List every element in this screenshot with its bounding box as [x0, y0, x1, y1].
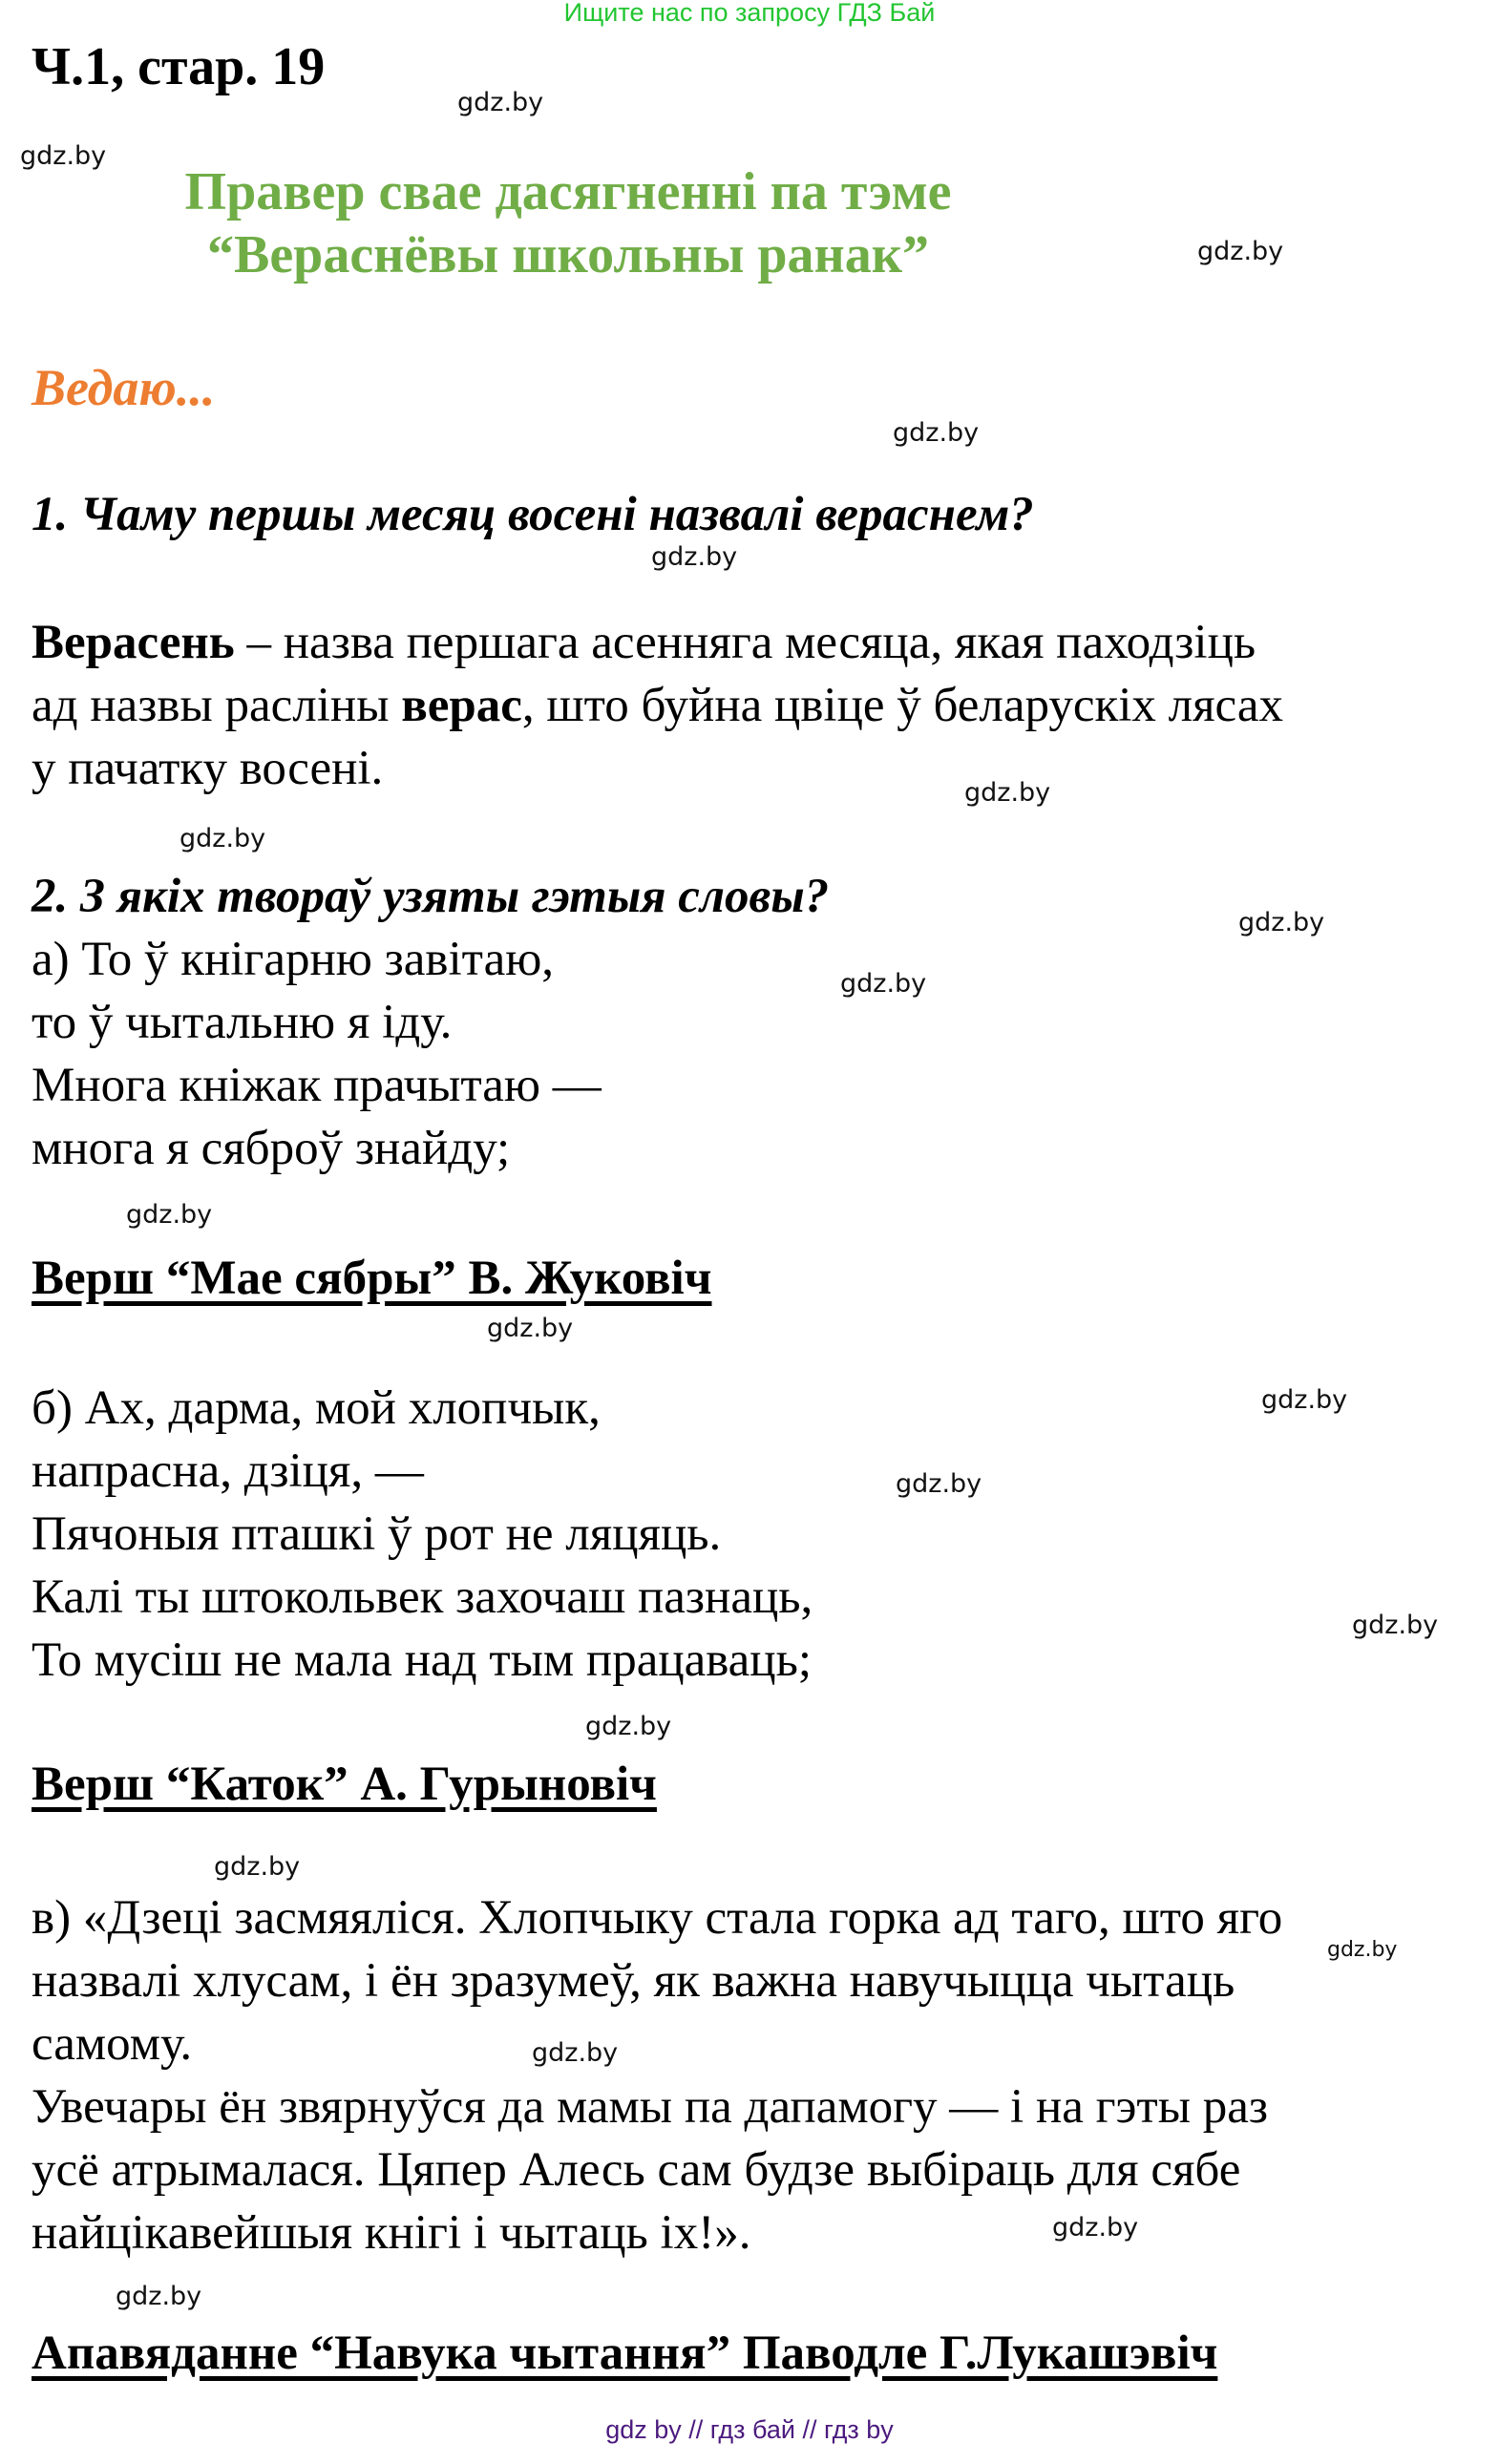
term-veras: верас — [401, 679, 522, 732]
watermark: gdz.by — [651, 542, 738, 572]
quote-c-line: в) «Дзеці засмяяліся. Хлопчыку стала горка ад таго, што яго — [32, 1891, 1283, 1945]
question-1: 1. Чаму першы месяц восені назвалі вераснем? — [32, 488, 1034, 541]
quote-a-line: а) То ў кнігарню завітаю, — [32, 933, 555, 986]
term-verasen: Верасень — [32, 616, 235, 669]
watermark: gdz.by — [896, 1469, 982, 1499]
source-a: Верш “Мае сябры” В. Жуковіч — [32, 1252, 712, 1305]
quote-b-line: напрасна, дзіця, — — [32, 1444, 424, 1498]
quote-c-line: назвалі хлусам, і ён зразумеў, як важна навучыцца чытаць — [32, 1954, 1235, 2008]
section-heading: Ведаю... — [32, 359, 216, 416]
search-banner: Ищите нас по запросу ГДЗ Бай — [563, 0, 936, 27]
quote-b-line: Калі ты штокольвек захочаш пазнаць, — [32, 1570, 813, 1624]
answer-1-line-2 — [32, 674, 1283, 737]
source-c: Апавяданне “Навука чытання” Паводле Г.Лукашэвіч — [32, 2327, 1218, 2380]
watermark: gdz.by — [20, 141, 107, 171]
answer-1-line-1 — [32, 611, 1256, 674]
answer-1-line-3: у пачатку восені. — [32, 742, 384, 795]
watermark: gdz.by — [179, 824, 266, 853]
quote-c-line: самому. — [32, 2017, 193, 2071]
source-b: Верш “Каток” А. Гурыновіч — [32, 1758, 657, 1811]
title-line-1: Правер свае дасягненні па тэме — [184, 162, 952, 221]
watermark: gdz.by — [1052, 2213, 1139, 2243]
answer-1-text: – назва першага асенняга месяца, якая паходзіць — [234, 616, 1256, 669]
watermark: gdz.by — [126, 1200, 213, 1230]
quote-a-line: Многа кніжак прачытаю — — [32, 1059, 602, 1112]
watermark: gdz.by — [840, 969, 927, 999]
question-2: 2. З якіх твораў узяты гэтыя словы? — [32, 870, 830, 923]
watermark: gdz.by — [893, 418, 980, 448]
watermark: gdz.by — [964, 778, 1051, 808]
watermark: gdz.by — [487, 1314, 574, 1343]
page-reference: Ч.1, стар. 19 — [32, 37, 326, 96]
answer-1-text: ад назвы расліны — [32, 679, 402, 732]
footer-watermark: gdz by // гдз бай // гдз by — [605, 2415, 894, 2444]
watermark: gdz.by — [116, 2282, 202, 2311]
quote-b-line: б) Ах, дарма, мой хлопчык, — [32, 1381, 601, 1435]
title-line-2: “Вераснёвы школьны ранак” — [206, 225, 930, 284]
watermark: gdz.by — [1261, 1385, 1348, 1415]
quote-c-line: Увечары ён звярнуўся да мамы па дапамогу — і на гэты раз — [32, 2080, 1269, 2134]
answer-1-text: , што буйна цвіце ў беларускіх лясах — [521, 679, 1283, 732]
watermark: gdz.by — [532, 2038, 619, 2068]
watermark: gdz.by — [1197, 237, 1284, 266]
quote-c-line: усё атрымалася. Цяпер Алесь сам будзе выбіраць для сябе — [32, 2143, 1241, 2197]
watermark: gdz.by — [585, 1712, 672, 1741]
watermark: gdz.by — [457, 88, 544, 117]
watermark: gdz.by — [1352, 1611, 1439, 1640]
quote-c-line: найцікавейшыя кнігі і чытаць іх!». — [32, 2206, 751, 2260]
watermark: gdz.by — [214, 1852, 301, 1882]
watermark: gdz.by — [1327, 1938, 1398, 1962]
quote-a-line: то ў чытальню я іду. — [32, 996, 453, 1049]
quote-b-line: То мусіш не мала над тым працаваць; — [32, 1633, 813, 1687]
watermark: gdz.by — [1238, 908, 1325, 937]
quote-b-line: Пячоныя пташкі ў рот не ляцяць. — [32, 1507, 722, 1561]
quote-a-line: многа я сяброў знайду; — [32, 1122, 511, 1175]
